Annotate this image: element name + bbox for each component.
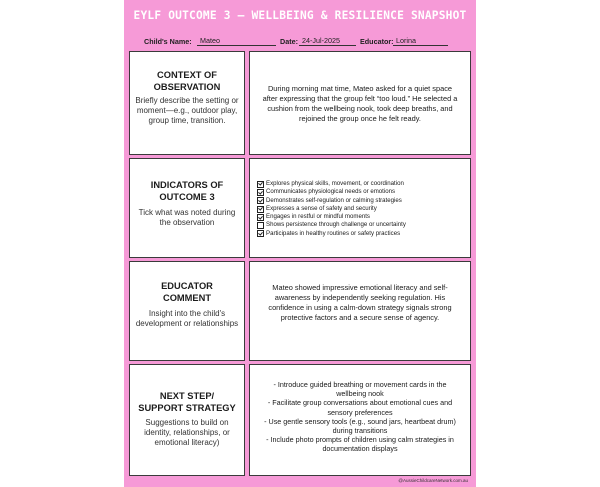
observation-grid	[129, 51, 471, 476]
next-step-description: Suggestions to build on identity, relationships, or emotional literacy)	[144, 418, 230, 447]
indicators-title-line1: INDICATORS OF	[150, 180, 224, 190]
checked-checkbox-icon[interactable]	[257, 230, 264, 237]
indicators-heading-box	[129, 158, 245, 258]
indicator-label: Communicates physiological needs or emotions	[266, 188, 396, 196]
indicator-label: Participates in healthy routines or safety practices	[266, 229, 401, 237]
page-title: EYLF OUTCOME 3 — WELLBEING & RESILIENCE SNAPSHOT	[133, 9, 467, 22]
indicator-label: Expresses a sense of safety and security	[266, 204, 377, 212]
info-row	[124, 37, 476, 49]
educator-label: Educator:	[360, 37, 394, 46]
next-step-heading-box	[129, 364, 245, 476]
observation-sheet	[124, 0, 476, 487]
indicators-content-box	[249, 158, 471, 258]
unchecked-checkbox-icon[interactable]	[257, 222, 264, 229]
checked-checkbox-icon[interactable]	[257, 197, 264, 204]
next-step-content-box[interactable]	[249, 364, 471, 476]
indicator-label: Engages in restful or mindful moments	[266, 213, 370, 221]
context-title-line2: OBSERVATION	[153, 82, 221, 92]
next-step-item: - Facilitate group conversations about emotional cues and sensory preferences	[267, 398, 453, 417]
educator-comment-title-line2: COMMENT	[162, 293, 212, 303]
educator-comment-heading-box	[129, 261, 245, 361]
checked-checkbox-icon[interactable]	[257, 189, 264, 196]
educator-comment-content: Mateo showed impressive emotional literacy and self-awareness by independently seeking regulation. His confidence in using a calm-down strategy signals strong protective factors and a secure sense of agency.	[268, 283, 452, 322]
child-name-label: Child's Name:	[144, 37, 192, 46]
next-step-item: - Introduce guided breathing or movement cards in the wellbeing nook	[273, 380, 447, 399]
context-content: During morning mat time, Mateo asked for a quiet space after expressing that the group felt “too loud.” He selected a cushion from the wellbeing nook, took deep breaths, and rejoined the group once he felt ready.	[262, 84, 458, 123]
next-step-item: - Include photo prompts of children using calm strategies in documentation displays	[266, 435, 454, 454]
indicator-label: Shows persistence through challenge or uncertainty	[266, 221, 406, 229]
checked-checkbox-icon[interactable]	[257, 181, 264, 188]
indicator-label: Demonstrates self-regulation or calming strategies	[266, 196, 402, 204]
checked-checkbox-icon[interactable]	[257, 206, 264, 213]
indicators-title-line2: OUTCOME 3	[159, 192, 215, 202]
indicator-item[interactable]	[257, 197, 406, 205]
indicators-description: Tick what was noted during the observation	[138, 208, 236, 227]
checked-checkbox-icon[interactable]	[257, 214, 264, 221]
next-step-title-line1: NEXT STEP/	[159, 391, 215, 401]
indicator-item[interactable]	[257, 180, 406, 188]
next-step-item: - Use gentle sensory tools (e.g., sound jars, heartbeat drum) during transitions	[264, 416, 456, 436]
indicator-item[interactable]	[257, 221, 406, 229]
indicator-item[interactable]	[257, 230, 406, 238]
indicator-label: Explores physical skills, movement, or coordination	[266, 180, 404, 187]
context-heading-box	[129, 51, 245, 155]
educator-comment-title-line1: EDUCATOR	[161, 281, 213, 291]
context-description: Briefly describe the setting or moment—e.g., outdoor play, group time, transition.	[135, 96, 239, 125]
educator-comment-description: Insight into the child's development or relationships	[135, 309, 239, 328]
indicator-item[interactable]	[257, 188, 406, 196]
indicator-item[interactable]	[257, 213, 406, 221]
next-step-list	[258, 380, 462, 454]
educator-field[interactable]: Lorina	[393, 36, 448, 46]
indicator-item[interactable]	[257, 205, 406, 213]
date-label: Date:	[280, 37, 298, 46]
educator-comment-content-box[interactable]	[249, 261, 471, 361]
indicator-checklist	[257, 180, 406, 238]
next-step-title-line2: SUPPORT STRATEGY	[138, 403, 236, 413]
date-field[interactable]: 24-Jul-2025	[299, 36, 356, 46]
child-name-field[interactable]: Mateo	[197, 36, 276, 46]
footer-credit: @AussieChildcareNetwork.com.au	[398, 478, 468, 483]
context-title-line1: CONTEXT OF	[157, 70, 217, 80]
context-content-box[interactable]	[249, 51, 471, 155]
